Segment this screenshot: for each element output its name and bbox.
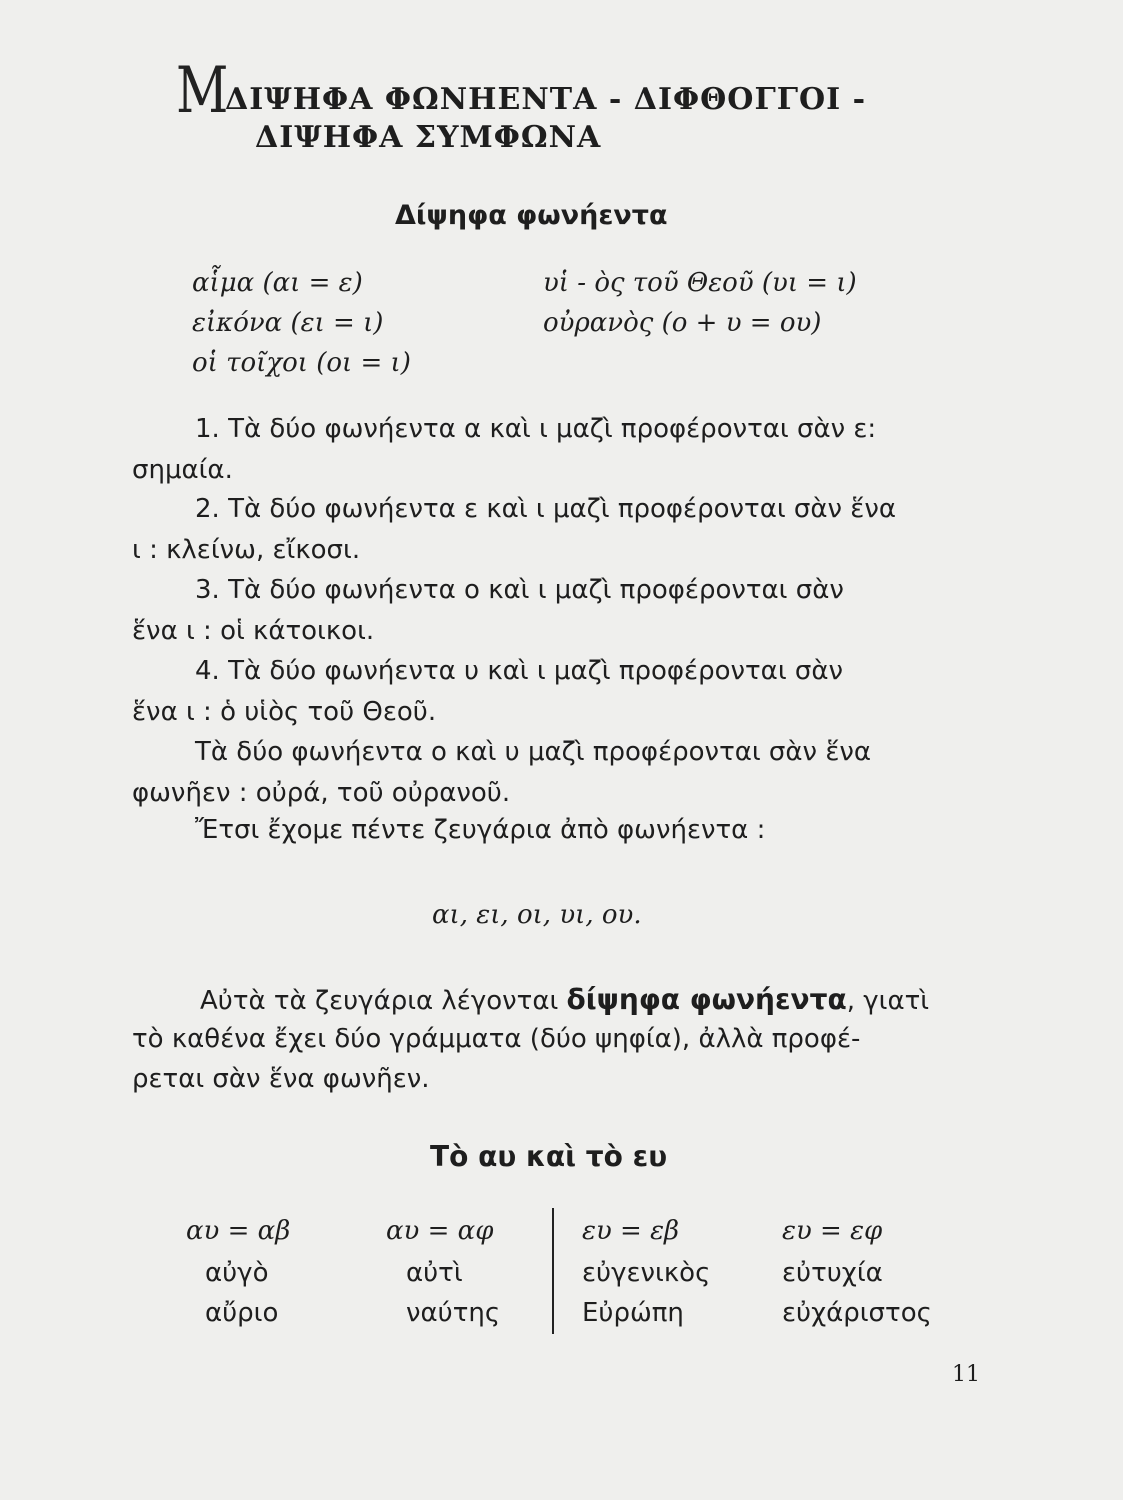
summary-text-end: , γιατὶ: [846, 986, 930, 1016]
table-header-3: ευ = εβ: [582, 1216, 680, 1246]
table-cell-r2c2: ναύτης: [406, 1298, 501, 1328]
rule-line-9: Τὰ δύο φωνήεντα ο καὶ υ μαζὶ προφέρονται σὰν ἕνα: [195, 737, 872, 767]
summary-bold-term: δίψηφα φωνήεντα: [566, 983, 847, 1016]
rule-line-4: ι : κλείνω, εἴκοσι.: [132, 535, 361, 565]
heading-line-2: ΔΙΨΗΦΑ ΣΥΜΦΩΝΑ: [255, 120, 602, 155]
example-left-2: εἰκόνα (ει = ι): [192, 308, 384, 338]
example-right-2: οὐρανὸς (ο + υ = ου): [543, 308, 822, 338]
rule-line-1: 1. Τὰ δύο φωνήεντα α καὶ ι μαζὶ προφέρονται σὰν ε:: [195, 414, 877, 444]
section-title-digraph-vowels: Δίψηφα φωνήεντα: [395, 200, 668, 231]
rule-line-7: 4. Τὰ δύο φωνήεντα υ καὶ ι μαζὶ προφέρονται σὰν: [195, 656, 844, 686]
table-header-2: αυ = αφ: [386, 1216, 494, 1246]
table-header-4: ευ = εφ: [782, 1216, 883, 1246]
handwritten-initial: Μ: [176, 54, 229, 128]
example-left-1: αἷμα (αι = ε): [192, 268, 363, 298]
heading-line-1: ΔΙΨΗΦΑ ΦΩΝΗΕΝΤΑ - ΔΙΦΘΟΓΓΟΙ -: [225, 82, 867, 117]
table-cell-r2c4: εὐχάριστος: [782, 1298, 932, 1328]
table-cell-r1c1: αὐγὸ: [205, 1258, 269, 1288]
rule-line-10: φωνῆεν : οὐρά, τοῦ οὐρανοῦ.: [132, 778, 511, 808]
vowel-pairs: αι, ει, οι, υι, ου.: [432, 900, 642, 930]
summary-text-start: Αὐτὰ τὰ ζευγάρια λέγονται: [200, 986, 567, 1016]
rule-line-6: ἕνα ι : οἱ κάτοικοι.: [132, 616, 375, 646]
rule-line-11: Ἔτσι ἔχομε πέντε ζευγάρια ἀπὸ φωνήεντα :: [195, 815, 766, 845]
rule-line-3: 2. Τὰ δύο φωνήεντα ε καὶ ι μαζὶ προφέρονται σὰν ἕνα: [195, 494, 897, 524]
table-cell-r2c3: Εὐρώπη: [582, 1298, 684, 1328]
summary-line-2: τὸ καθένα ἔχει δύο γράμματα (δύο ψηφία), ἀλλὰ προφέ-: [132, 1024, 861, 1054]
summary-line-3: ρεται σὰν ἕνα φωνῆεν.: [132, 1064, 430, 1094]
table-divider: [552, 1208, 554, 1334]
table-cell-r1c2: αὐτὶ: [406, 1258, 463, 1288]
example-right-1: υἱ - ὸς τοῦ Θεοῦ (υι = ι): [543, 268, 857, 298]
table-cell-r2c1: αὔριο: [205, 1298, 279, 1328]
example-left-3: οἱ τοῖχοι (οι = ι): [192, 348, 411, 378]
rule-line-5: 3. Τὰ δύο φωνήεντα ο καὶ ι μαζὶ προφέρονται σὰν: [195, 575, 844, 605]
page-number: 11: [952, 1362, 980, 1387]
section-title-au-eu: Τὸ αυ καὶ τὸ ευ: [430, 1140, 668, 1173]
summary-line-1: [200, 983, 929, 1016]
rule-line-2: σημαία.: [132, 455, 233, 485]
table-cell-r1c4: εὐτυχία: [782, 1258, 883, 1288]
table-cell-r1c3: εὐγενικὸς: [582, 1258, 711, 1288]
rule-line-8: ἕνα ι : ὁ υἱὸς τοῦ Θεοῦ.: [132, 697, 437, 727]
table-header-1: αυ = αβ: [186, 1216, 291, 1246]
